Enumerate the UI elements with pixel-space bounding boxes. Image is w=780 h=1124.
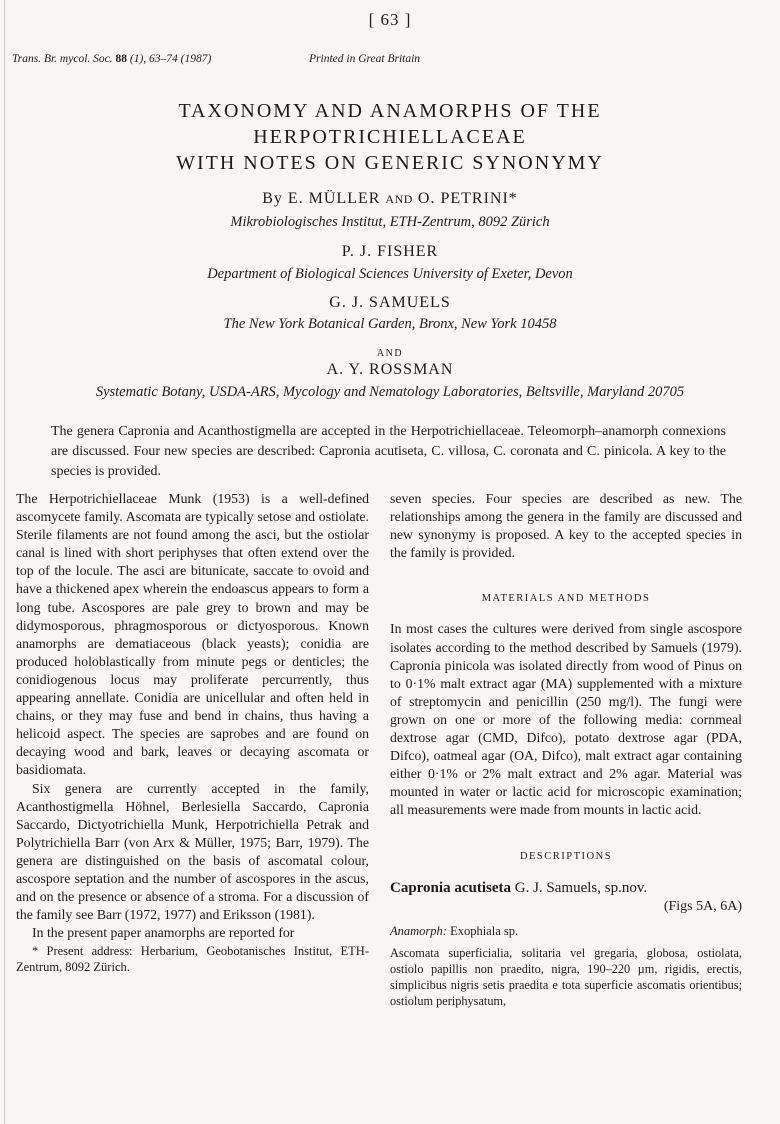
page-number: [ 63 ] [368,10,412,29]
authors-line-1 [0,190,780,208]
journal-citation [12,53,421,65]
affiliation-eth: Mikrobiologisches Institut, ETH-Zentrum, 8092 Zürich [230,214,550,230]
intro-paragraph-1: The Herpotrichiellaceae Munk (1953) is a well-defined ascomycete family. Ascomata are typically setose and ostiolate. Sterile filaments are not found among the asci, but the ostiolar canal is lined with short periphyses that often extend over the top of the locule. The asci are bitunicate, saccate to ovoid and have a thickened apex wherein the endoascus appears to form a long tube. Ascospores are pale grey to brown and may be didymosporous, phragmosporous or dictyosporous. Known anamorphs are dematiaceous (black yeasts); conidia are produced holoblastically from minute pegs or denticles; the conidiogenous locus may proliferate percurrently, thus appearing annellate. Conidia are unicellular and often held in chains, or they may fuse and bend in chains, thus having a helicoid aspect. The species are saprobes and are found on decaying wood and bark, leaves or decaying ascomata or basidiomata. [16,491,369,778]
intro-continued: seven species. Four species are described as new. The relationships among the genera in the family are discussed and new synonymy is proposed. A key to the accepted species in the family is provided. [390,491,742,561]
right-column [390,490,742,1009]
intro-paragraph-3: In the present paper anamorphs are reported for [32,925,295,941]
affiliation-usda: Systematic Botany, USDA-ARS, Mycology and Nematology Laboratories, Beltsville, Maryland 20705 [95,384,685,400]
journal-volume: 88 [115,53,127,65]
footnote: * Present address: Herbarium, Geobotanisches Institut, ETH-Zentrum, 8092 Zürich. [16,944,369,975]
author-samuels: G. J. SAMUELS [329,294,451,311]
affiliation-exeter: Department of Biological Sciences University of Exeter, Devon [207,266,573,282]
species-figures: (Figs 5A, 6A) [663,898,742,914]
title-line-3: WITH NOTES ON GENERIC SYNONYMY [176,152,604,174]
author-mueller: E. MÜLLER [287,190,381,207]
materials-paragraph: In most cases the cultures were derived from single ascospore isolates according to the method described by Samuels (1979). Capronia pinicola was isolated directly from wood of Pinus on to 0·1% malt extract agar (MA) supplemented with a mixture of streptomycin and penicillin (250 mg/l). The fungi were grown on one or more of the following media: cornmeal dextrose agar (CMD, Difco), potato dextrose agar (PDA, Difco), oatmeal agar (OA, Difco), malt extract agar containing either 0·1% or 2% malt extract and 2% agar. Material was mounted in water or lactic acid for microscopic examination; all measurements were made from mounts in lactic acid. [390,621,742,818]
anamorph-name: Exophiala sp. [450,923,519,938]
affiliation-nybg: The New York Botanical Garden, Bronx, New York 10458 [223,316,557,332]
author-fisher: P. J. FISHER [341,243,439,260]
anamorph-line: Anamorph: Exophiala sp. [390,923,519,938]
title-line-2: HERPOTRICHIELLACEAE [253,126,527,148]
anamorph-label: Anamorph [390,923,443,938]
and-word: AND [385,192,413,206]
by-prefix: By [262,190,283,207]
journal-issue-pages: (1), 63–74 (1987) [129,53,212,65]
author-petrini: O. PETRINI* [417,190,518,207]
latin-diagnosis: Ascomata superficialia, solitaria vel gregaria, globosa, ostiolata, ostiolo papillis non praedito, nigra, 190–220 µm, rigidis, erectis, simplicibus nigris setis praedita e tota superficie ascomatis orientibus; ostiolum periphysatum, [390,945,742,1008]
species-heading [390,878,742,898]
printed-note: Printed in Great Britain [309,53,421,65]
abstract: The genera Capronia and Acanthostigmella are accepted in the Herpotrichiellaceae. Teleomorph–anamorph connexions are discussed. Four new species are described: Capronia acutiseta, C. villosa, C. coronata and C. pinicola. A key to the species is provided. [51,424,726,479]
descriptions-heading: DESCRIPTIONS [519,850,613,862]
species-name: Capronia acutiseta [390,879,511,896]
and-caps: AND [376,348,404,359]
species-authority: G. J. Samuels, sp.nov. [514,879,648,896]
title-line-1: TAXONOMY AND ANAMORPHS OF THE [178,100,602,122]
journal-name: Trans. Br. mycol. Soc. [12,53,113,65]
materials-heading: MATERIALS AND METHODS [481,593,651,605]
left-column [16,490,369,975]
intro-paragraph-2: Six genera are currently accepted in the family, Acanthostigmella Höhnel, Berlesiella Saccardo, Capronia Saccardo, Dictyotrichiella Munk, Herpotrichiella Petrak and Polytrichiella Barr (von Arx & Müller, 1975; Barr, 1979). The genera are distinguished on the basis of ascomatal colour, ascospore septation and the number of ascospores in the ascus, and on the presence or absence of a stroma. For a discussion of the family see Barr (1972, 1977) and Eriksson (1981). [16,780,369,923]
author-rossman: A. Y. ROSSMAN [326,361,454,378]
